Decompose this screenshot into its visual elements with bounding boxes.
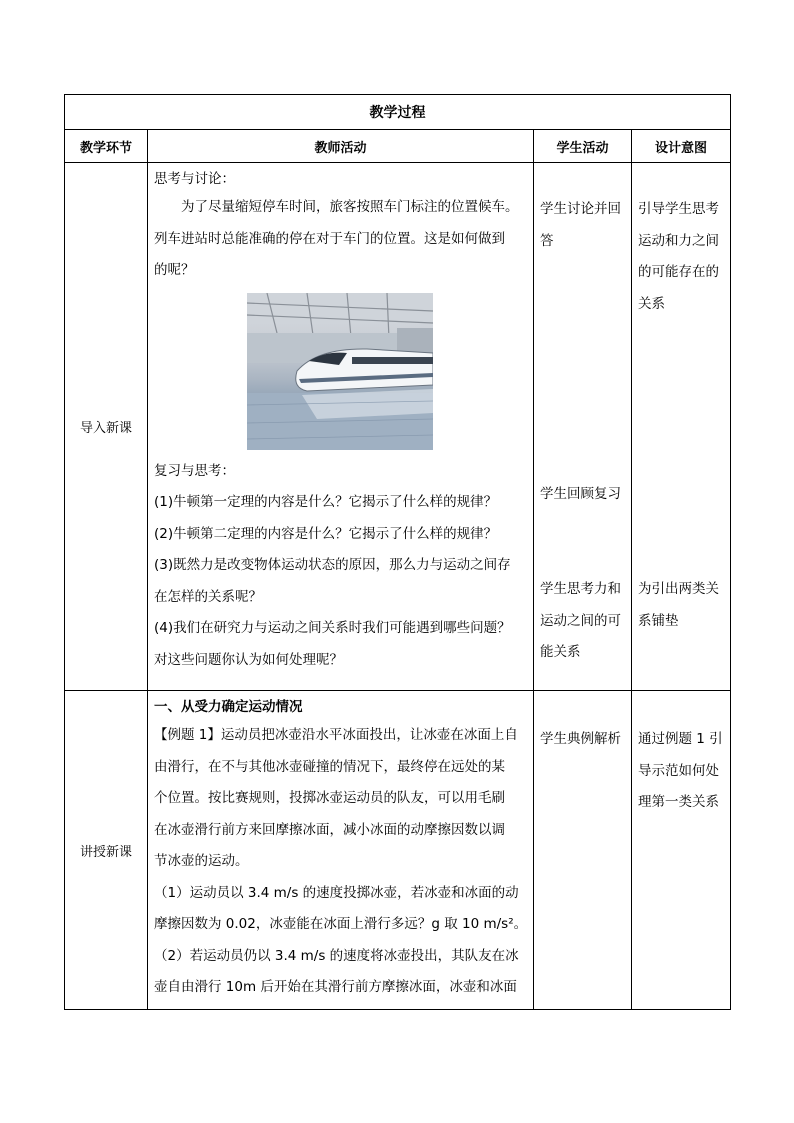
review-line: 对这些问题你认为如何处理呢？: [154, 651, 343, 668]
intent-text: 为引出两类关: [638, 581, 719, 597]
intent-block-guide: [638, 194, 728, 320]
example-line: 个位置。按比赛规则，投掷冰壶运动员的队友，可以用毛刷: [154, 790, 505, 806]
discussion-line: 的呢？: [154, 262, 195, 278]
student-text: 学生回顾复习: [540, 486, 621, 502]
section-heading: 一、从受力确定运动情况: [154, 699, 303, 715]
intent-text: 通过例题 1 引: [638, 731, 723, 747]
header-design-intent: 设计意图: [632, 130, 731, 163]
intent-text: 运动和力之间: [638, 232, 719, 249]
student-block-discussion: [540, 194, 629, 257]
review-line: (4)我们在研究力与运动之间关系时我们可能遇到哪些问题？: [154, 620, 511, 636]
stage-new-lesson: 讲授新课: [65, 691, 148, 1010]
intent-block-example: [638, 724, 728, 819]
example-line: 在冰壶滑行前方来回摩擦冰面，减小冰面的动摩擦因数以调: [154, 821, 505, 838]
student-text: 学生典例解析: [540, 731, 621, 747]
discussion-line: 为了尽量缩短停车时间，旅客按照车门标注的位置候车。: [181, 199, 519, 215]
example-line: 壶自由滑行 10m 后开始在其滑行前方摩擦冰面，冰壶和冰面: [154, 979, 517, 995]
intent-text: 导示范如何处: [638, 762, 719, 779]
student-block-thinking: [540, 574, 629, 669]
header-student-activity: 学生活动: [534, 130, 632, 163]
review-line: (3)既然力是改变物体运动状态的原因，那么力与运动之间存: [154, 557, 511, 573]
intent-block-lead: [638, 574, 728, 637]
review-line: (2)牛顿第二定理的内容是什么？它揭示了什么样的规律？: [154, 525, 498, 542]
review-line: 在怎样的关系呢？: [154, 588, 262, 605]
intent-text: 理第一类关系: [638, 794, 719, 810]
design-intent-intro: [632, 163, 731, 691]
intent-text: 系铺垫: [638, 612, 679, 629]
discussion-heading: 思考与讨论：: [154, 171, 235, 187]
design-intent-new-lesson: [632, 691, 731, 1010]
student-activity-new-lesson: [534, 691, 632, 1010]
header-teacher-activity: 教师活动: [148, 130, 534, 163]
review-line: (1)牛顿第一定理的内容是什么？它揭示了什么样的规律？: [154, 494, 498, 510]
intent-text: 引导学生思考: [638, 201, 719, 217]
student-block-review: [540, 479, 629, 511]
student-text: 答: [540, 232, 554, 249]
intent-text: 的可能存在的: [638, 264, 719, 280]
example-line: （1）运动员以 3.4 m/s 的速度投掷冰壶，若冰壶和冰面的动: [154, 884, 519, 901]
example-line: 节冰壶的运动。: [154, 853, 249, 869]
table-title: 教学过程: [65, 95, 731, 130]
student-text: 运动之间的可: [540, 612, 621, 629]
example-line: 由滑行，在不与其他冰壶碰撞的情况下，最终停在远处的某: [154, 758, 505, 775]
review-heading: 复习与思考：: [154, 462, 235, 479]
example-line: 摩擦因数为 0.02，冰壶能在冰面上滑行多远？g 取 10 m/s²。: [154, 916, 528, 932]
teaching-process-table: [64, 94, 731, 1010]
student-block-example: [540, 724, 629, 756]
intent-text: 关系: [638, 295, 665, 312]
student-text: 能关系: [540, 644, 581, 660]
teacher-activity-new-lesson: [148, 691, 534, 1010]
high-speed-train-photo: [247, 293, 433, 450]
stage-intro: 导入新课: [65, 163, 148, 691]
example-line: 【例题 1】运动员把冰壶沿水平冰面投出，让冰壶在冰面上自: [154, 727, 518, 743]
example-line: （2）若运动员仍以 3.4 m/s 的速度将冰壶投出，其队友在冰: [154, 947, 519, 964]
header-stage: 教学环节: [65, 130, 148, 163]
student-activity-intro: [534, 163, 632, 691]
student-text: 学生讨论并回: [540, 201, 621, 217]
discussion-line: 列车进站时总能准确的停在对于车门的位置。这是如何做到: [154, 230, 505, 247]
teacher-activity-intro: [148, 163, 534, 691]
student-text: 学生思考力和: [540, 581, 621, 597]
